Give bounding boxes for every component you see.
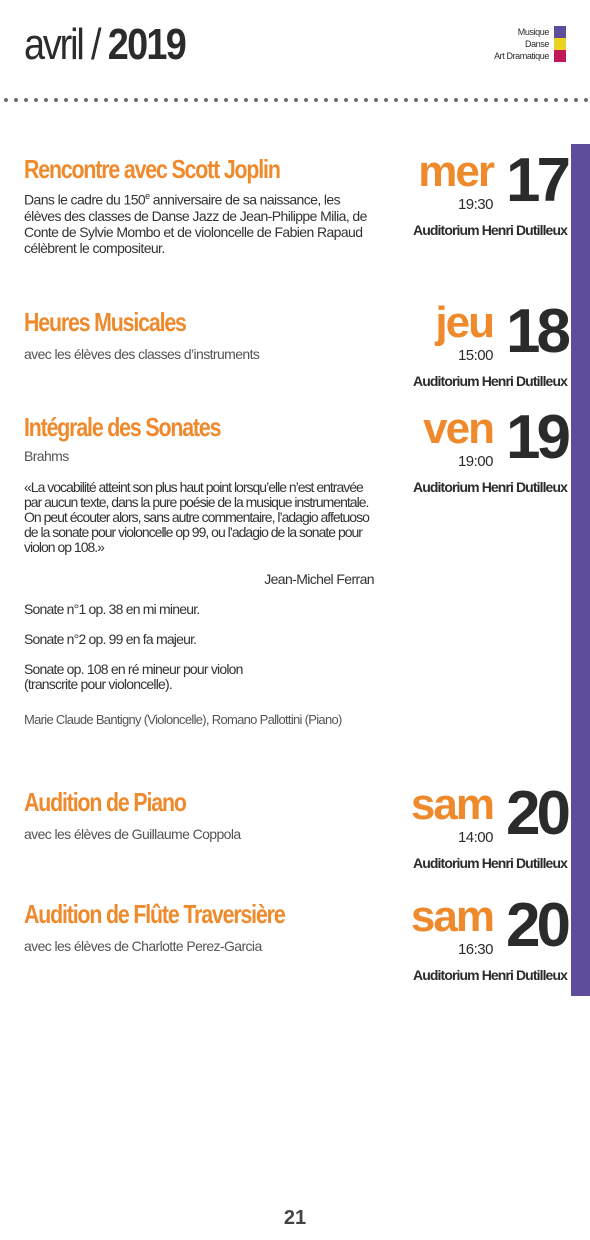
legend-item-art-dramatique [494, 50, 566, 62]
event-subtitle: avec les élèves des classes d’instruments [24, 346, 260, 362]
event-venue: Auditorium Henri Dutilleux [413, 373, 567, 389]
event-time: 16:30 [457, 941, 493, 958]
event-date-block [407, 297, 567, 393]
event-day-number: 20 [506, 779, 567, 848]
event-date-block [407, 891, 567, 987]
event-day-name: mer [418, 147, 493, 196]
event-quote: «La vocabilité atteint son plus haut point lorsqu’elle n’est entravée par aucun texte, dans la pure poésie de la musique instrumentale. On peut écouter alors, sans autre commentaire, l’adagio affetuoso de la sonate pour violoncelle op 99, ou l’adagio de la sonate pour violon op 108.» [24, 479, 369, 555]
event-date-block [407, 403, 567, 499]
event-integrale-sonates [24, 412, 374, 727]
event-audition-flute [24, 899, 374, 954]
legend-label: Danse [524, 39, 549, 49]
event-title: Rencontre avec Scott Joplin [24, 154, 280, 184]
program-piece: Sonate n°2 op. 99 en fa majeur. [24, 631, 197, 647]
page-title [24, 20, 185, 70]
legend-label: Musique [517, 27, 549, 37]
quote-author: Jean-Michel Ferran [264, 571, 374, 587]
legend-swatch [554, 26, 566, 38]
event-description: Dans le cadre du 150e anniversaire de sa naissance, les élèves des classes de Danse Jazz de Jean-Philippe Milia, de Conte de Sylvie Mombo et de violoncelle de Fabien Rapaud célèbrent le compositeur. [24, 191, 367, 256]
event-title: Intégrale des Sonates [24, 412, 221, 442]
event-venue: Auditorium Henri Dutilleux [413, 222, 567, 238]
event-subtitle: avec les élèves de Charlotte Perez-Garcia [24, 938, 262, 954]
event-time: 14:00 [457, 829, 493, 846]
event-rencontre-scott-joplin [24, 154, 374, 256]
event-audition-piano [24, 787, 374, 842]
event-day-name: jeu [435, 298, 493, 347]
event-time: 19:30 [457, 196, 493, 213]
event-day-number: 19 [506, 403, 567, 472]
event-title: Heures Musicales [24, 307, 186, 337]
event-venue: Auditorium Henri Dutilleux [413, 967, 567, 983]
event-day-number: 18 [506, 297, 567, 366]
event-time: 15:00 [457, 347, 493, 364]
event-day-number: 20 [506, 891, 567, 960]
dotted-divider [0, 96, 590, 104]
event-subtitle: avec les élèves de Guillaume Coppola [24, 826, 241, 842]
event-venue: Auditorium Henri Dutilleux [413, 479, 567, 495]
program-piece: Sonate n°1 op. 38 en mi mineur. [24, 601, 200, 617]
event-heures-musicales [24, 307, 374, 362]
event-day-number: 17 [506, 146, 567, 215]
event-subtitle: Brahms [24, 448, 69, 464]
event-title: Audition de Piano [24, 787, 186, 817]
title-separator: / [82, 20, 108, 69]
legend-item-musique [494, 26, 566, 38]
page-number: 21 [283, 1207, 307, 1229]
event-date-block [407, 146, 567, 242]
legend-label: Art Dramatique [494, 51, 549, 61]
legend-item-danse [494, 38, 566, 50]
event-venue: Auditorium Henri Dutilleux [413, 855, 567, 871]
legend-swatch [554, 50, 566, 62]
event-title: Audition de Flûte Traversière [24, 899, 285, 929]
legend-swatch [554, 38, 566, 50]
event-day-name: sam [410, 892, 493, 941]
event-time: 19:00 [457, 453, 493, 470]
program-piece: Sonate op. 108 en ré mineur pour violon (transcrite pour violoncelle). [24, 661, 243, 692]
year-label: 2019 [107, 20, 186, 69]
discipline-side-bar [571, 144, 590, 996]
discipline-legend [494, 26, 566, 62]
month-label: avril [24, 20, 83, 69]
event-day-name: ven [423, 404, 493, 453]
event-day-name: sam [410, 780, 493, 829]
event-performers: Marie Claude Bantigny (Violoncelle), Romano Pallottini (Piano) [24, 712, 342, 727]
event-date-block [407, 779, 567, 875]
